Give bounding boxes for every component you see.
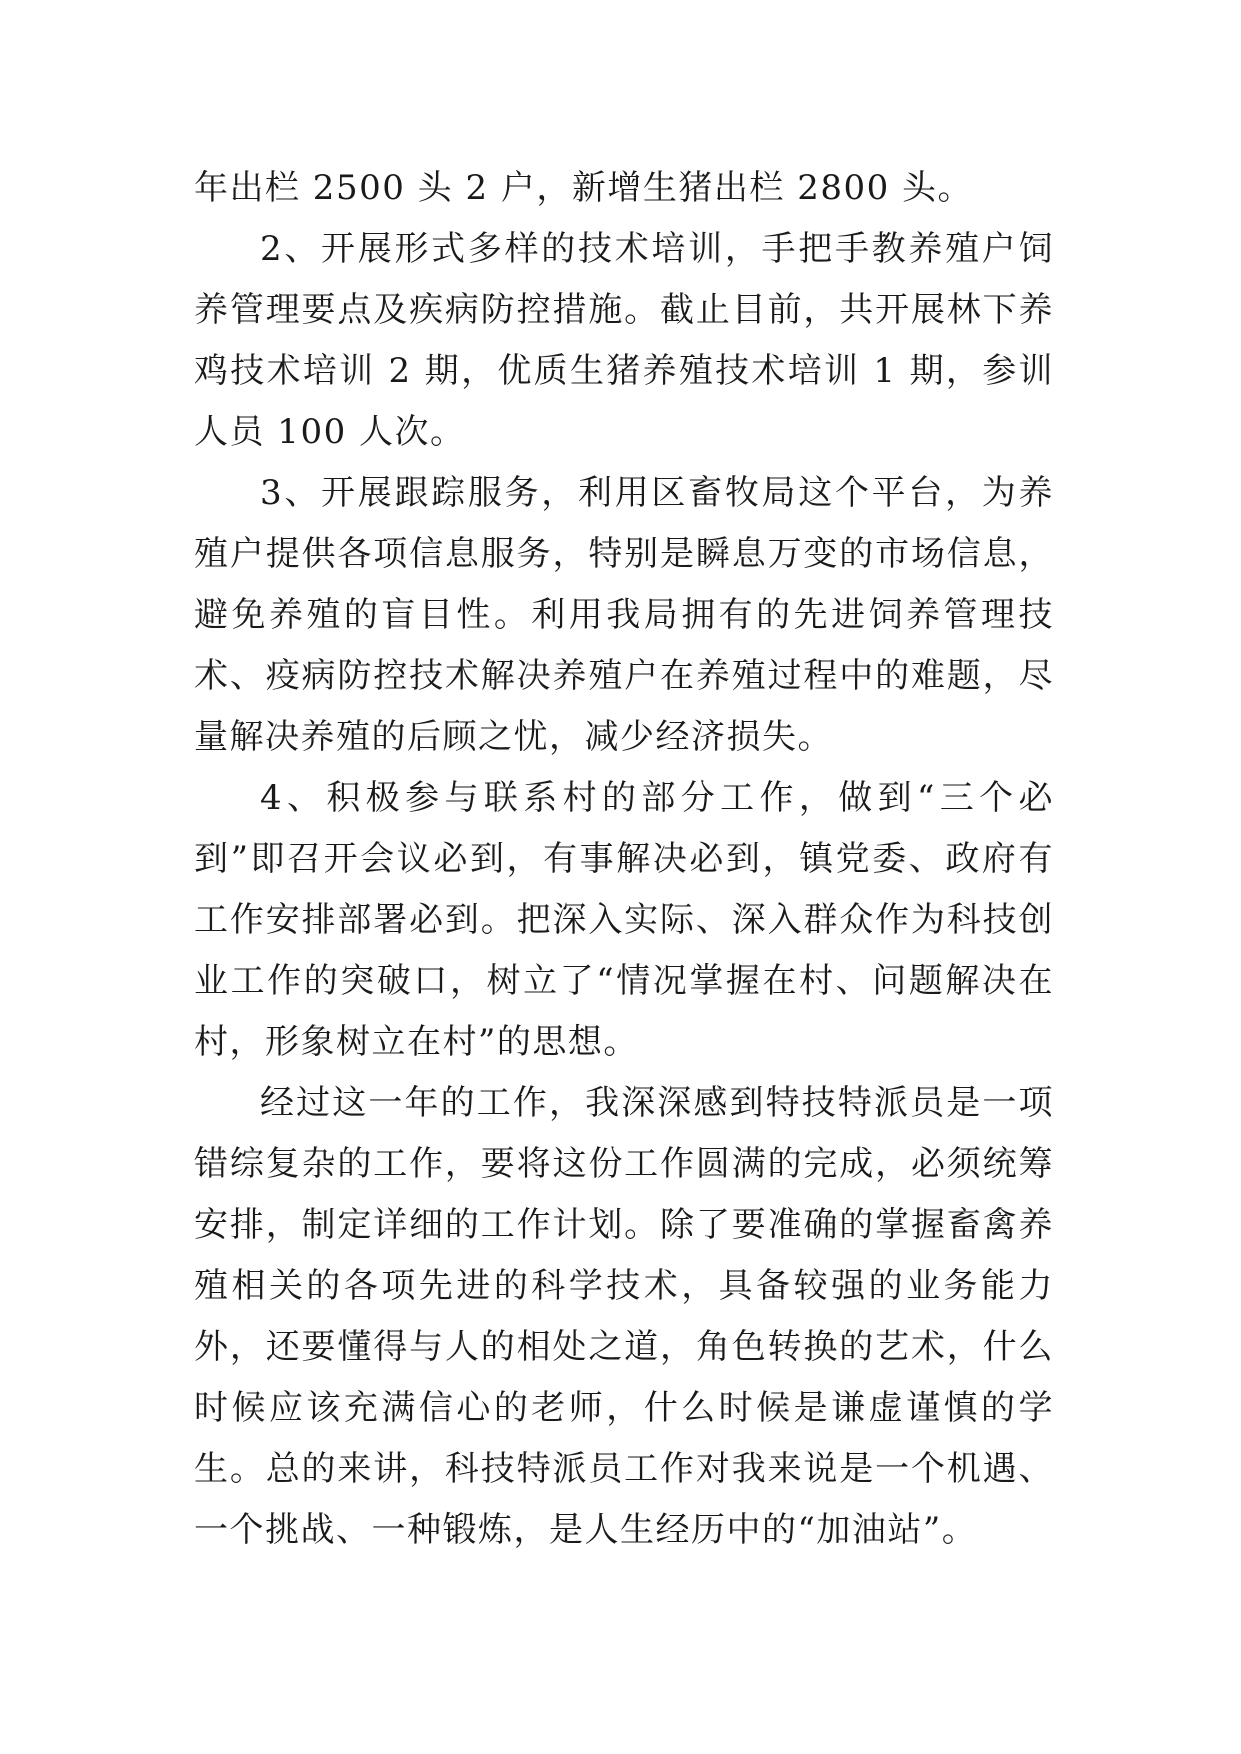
paragraph-follow-up-service: 3、开展跟踪服务，利用区畜牧局这个平台，为养殖户提供各项信息服务，特别是瞬息万变的市场信息，避免养殖的盲目性。利用我局拥有的先进饲养管理技术、疫病防控技术解决养殖户在养殖过程中的难题，尽量解决养殖的后顾之忧，减少经济损失。 <box>194 473 1054 757</box>
paragraph-technical-training: 2、开展形式多样的技术培训，手把手教养殖户饲养管理要点及疾病防控措施。截止目前，共开展林下养鸡技术培训 2 期，优质生猪养殖技术培训 1 期，参训人员 100 人次。 <box>194 229 1054 452</box>
paragraph-village-work: 4、积极参与联系村的部分工作，做到“三个必到”即召开会议必到，有事解决必到，镇党委、政府有工作安排部署必到。把深入实际、深入群众作为科技创业工作的突破口，树立了“情况掌握在村、问题解决在村，形象树立在村”的思想。 <box>194 778 1054 1062</box>
paragraph-conclusion: 经过这一年的工作，我深深感到特技特派员是一项错综复杂的工作，要将这份工作圆满的完成，必须统筹安排，制定详细的工作计划。除了要准确的掌握畜禽养殖相关的各项先进的科学技术，具备较强的业务能力外，还要懂得与人的相处之道，角色转换的艺术，什么时候应该充满信心的老师，什么时候是谦虚谨慎的学生。总的来讲，科技特派员工作对我来说是一个机遇、一个挑战、一种锻炼，是人生经历中的“加油站”。 <box>194 1083 1054 1550</box>
paragraph-continuation: 年出栏 2500 头 2 户，新增生猪出栏 2800 头。 <box>194 168 974 208</box>
document-body <box>194 158 1054 1561</box>
